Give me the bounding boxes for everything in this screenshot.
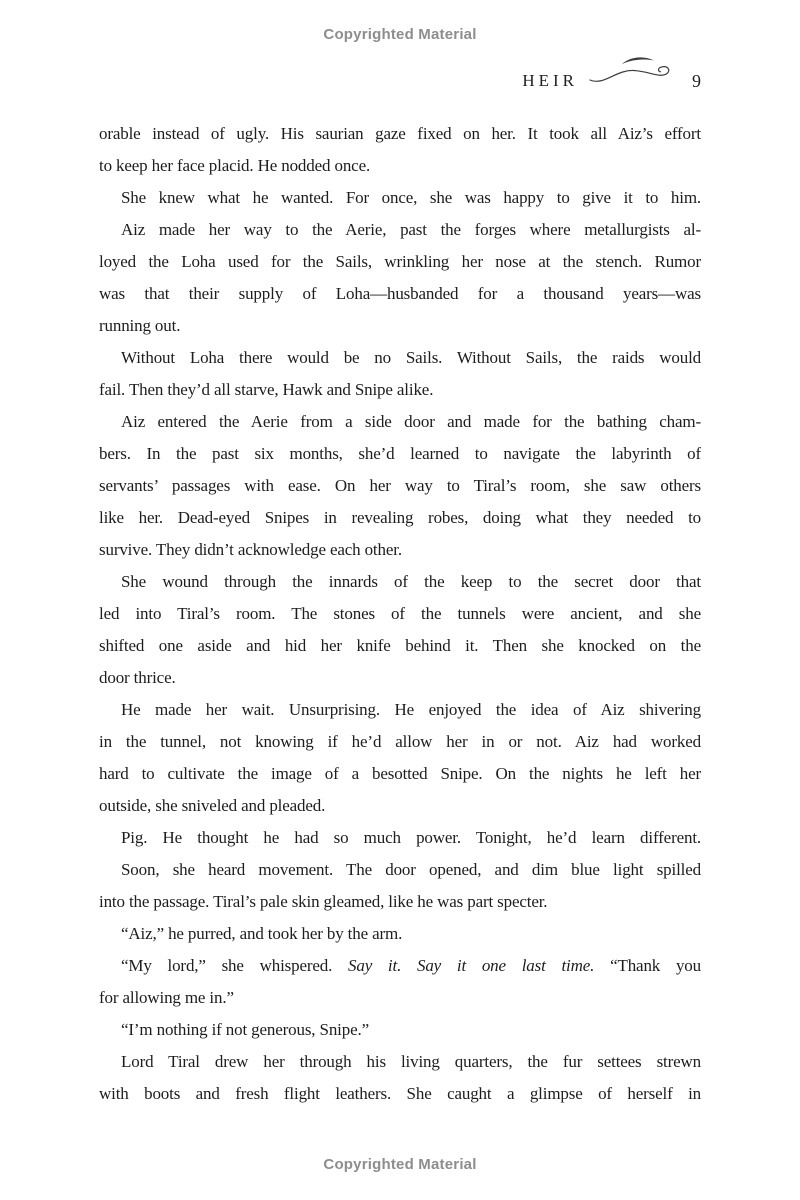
text-line: into the passage. Tiral’s pale skin gleamed, like he was part specter. xyxy=(99,892,548,911)
text-line: led into Tiral’s room. The stones of the tunnels were ancient, and she xyxy=(99,604,701,623)
text-run: “Thank you xyxy=(594,956,701,975)
text-line: hard to cultivate the image of a besotted Snipe. On the nights he left her xyxy=(99,764,701,783)
text-line: shifted one aside and hid her knife behind it. Then she knocked on the xyxy=(99,636,701,655)
text-line: Soon, she heard movement. The door opened, and dim blue light spilled xyxy=(121,860,701,879)
text-line: in the tunnel, not knowing if he’d allow her in or not. Aiz had worked xyxy=(99,732,701,751)
copyright-notice-top: Copyrighted Material xyxy=(323,26,477,43)
text-line: Aiz entered the Aerie from a side door and made for the bathing cham- xyxy=(121,412,701,431)
text-line xyxy=(99,950,701,982)
text-line: Pig. He thought he had so much power. Tonight, he’d learn different. xyxy=(121,828,701,847)
text-line: was that their supply of Loha—husbanded for a thousand years—was xyxy=(99,284,701,303)
italic-text-run: Say it. Say it one last time. xyxy=(348,956,595,975)
text-line: running out. xyxy=(99,316,181,335)
text-line: orable instead of ugly. His saurian gaze fixed on her. It took all Aiz’s effort xyxy=(99,124,701,143)
text-line: servants’ passages with ease. On her way to Tiral’s room, she saw others xyxy=(99,476,701,495)
text-line: Without Loha there would be no Sails. Without Sails, the raids would xyxy=(121,348,701,367)
header-flourish-icon xyxy=(588,55,678,92)
text-line: for allowing me in.” xyxy=(99,988,234,1007)
body-text xyxy=(99,118,701,1110)
text-line: Aiz made her way to the Aerie, past the forges where metallurgists al- xyxy=(121,220,701,239)
text-line: fail. Then they’d all starve, Hawk and Snipe alike. xyxy=(99,380,434,399)
text-line: Lord Tiral drew her through his living quarters, the fur settees strewn xyxy=(121,1052,701,1071)
text-line: with boots and fresh flight leathers. She caught a glimpse of herself in xyxy=(99,1084,701,1103)
text-line: loyed the Loha used for the Sails, wrinkling her nose at the stench. Rumor xyxy=(99,252,701,271)
copyright-notice-bottom: Copyrighted Material xyxy=(323,1156,477,1173)
text-line: like her. Dead-eyed Snipes in revealing robes, doing what they needed to xyxy=(99,508,701,527)
text-run: “My lord,” she whispered. xyxy=(121,956,349,975)
text-line: bers. In the past six months, she’d learned to navigate the labyrinth of xyxy=(99,444,701,463)
text-line: to keep her face placid. He nodded once. xyxy=(99,156,371,175)
text-line: door thrice. xyxy=(99,668,176,687)
text-line: “Aiz,” he purred, and took her by the arm. xyxy=(121,924,403,943)
chapter-title: HEIR xyxy=(522,71,578,90)
text-line: She knew what he wanted. For once, she was happy to give it to him. xyxy=(121,188,701,207)
page-number: 9 xyxy=(692,71,701,91)
text-line: “I’m nothing if not generous, Snipe.” xyxy=(121,1020,369,1039)
text-line: survive. They didn’t acknowledge each other. xyxy=(99,540,402,559)
text-line: He made her wait. Unsurprising. He enjoyed the idea of Aiz shivering xyxy=(121,700,701,719)
running-header xyxy=(522,55,701,94)
text-line: outside, she sniveled and pleaded. xyxy=(99,796,326,815)
text-line: She wound through the innards of the keep to the secret door that xyxy=(121,572,701,591)
